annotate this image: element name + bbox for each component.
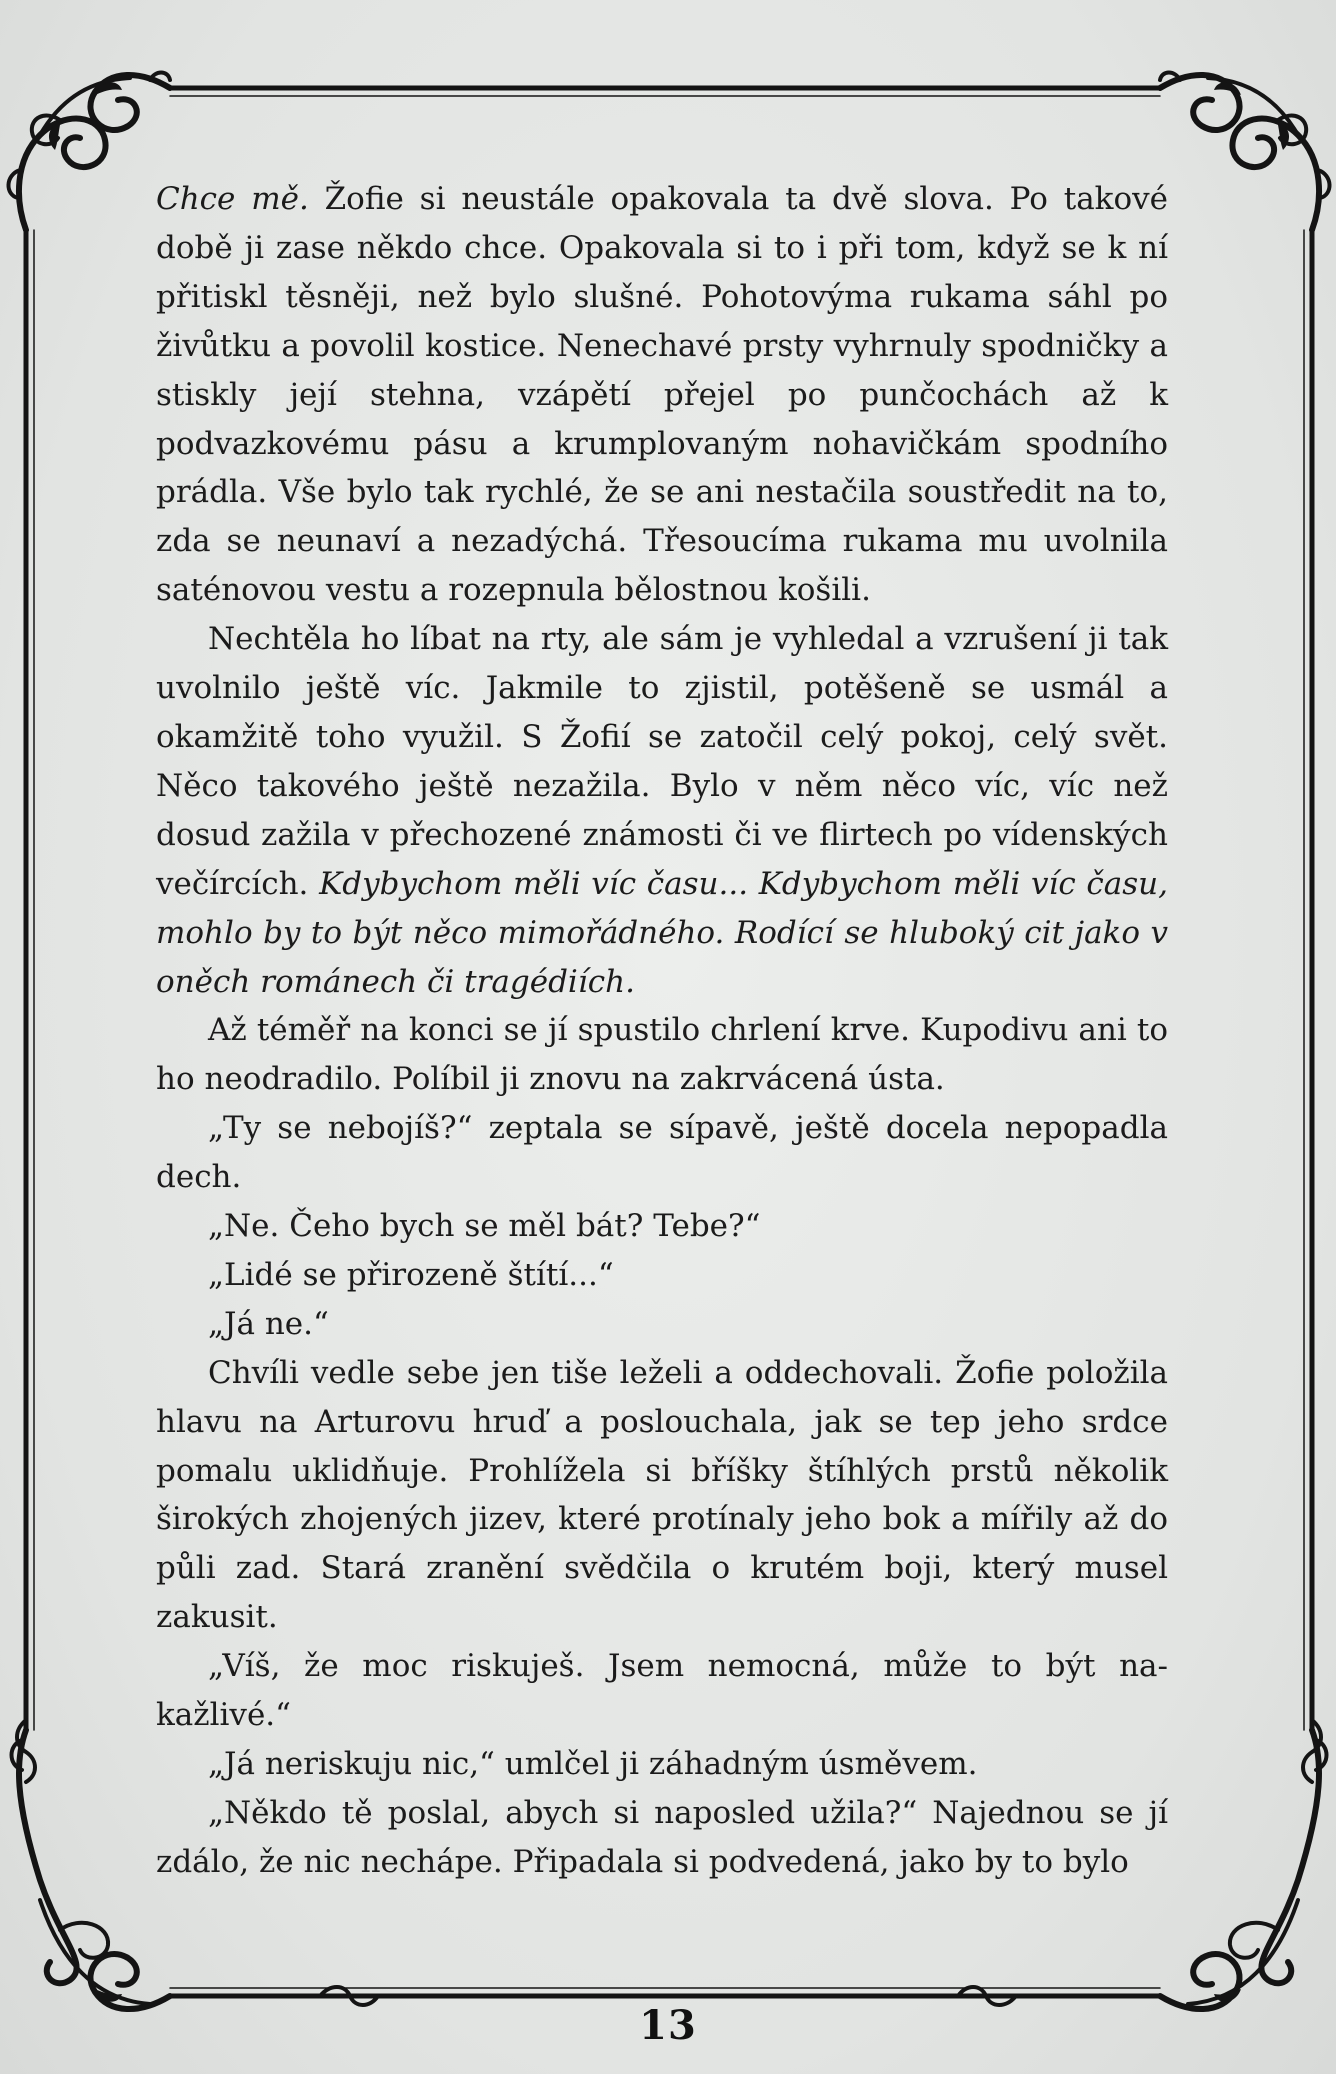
corner-flourish-top-left [8,73,170,231]
text-segment: „Někdo tě poslal, abych si naposled užila?“ Najednou se jí zdálo, že nic nechápe. Připadala si podvedená, jako by to bylo [156,1794,1168,1880]
paragraph [156,1642,1168,1740]
text-segment: Chvíli vedle sebe jen tiše leželi a oddechovali. Žofie položila hlavu na Arturovu hruď a poslouchala, jak se tep jeho srdce pomalu uklidňuje. Prohlížela si bříšky štíhlých prstů několik širokých zhojených jizev, které protínaly jeho bok a mířily až do půli zad. Stará zranění svědčila o krutém boji, který musel zakusit. [156,1354,1168,1636]
paragraph [156,175,1168,615]
paragraph [156,615,1168,1006]
text-segment: „Já ne.“ [208,1305,329,1342]
text-segment: „Ty se nebojíš?“ zeptala se sípavě, ještě docela nepopadla dech. [156,1110,1168,1196]
italic-text: Kdybychom měli víc času... Kdybychom měli víc času, mohlo by to být něco mimořádného. Rodící se hluboký cit jako v oněch románech či tragédiích. [156,865,1169,1000]
paragraph [156,1104,1168,1202]
text-segment: „Ne. Čeho bych se měl bát? Tebe?“ [208,1208,761,1245]
paragraph [156,1006,1168,1104]
paragraph [156,1251,1168,1300]
text-segment: Až téměř na konci se jí spustilo chrlení krve. Kupodivu ani to ho neodradilo. Políbil ji znovu na zakrvácená ústa. [156,1012,1168,1098]
text-segment: Žofie si neustále opakovala ta dvě slova. Po takové době ji zase někdo chce. Opakovala si to i při tom, když se k ní přitiskl těsněji, než bylo slušné. Pohotovýma rukama sáhl po živůtku a povolil kostice. Nenechavé prsty vyhrnuly spodničky a stiskly její stehna, vzápětí přejel po punčochách až k podvazkovému pásu a krumplovaným nohavičkám spodního prádla. Vše bylo tak rychlé, že se ani nestačila soustředit na to, zda se neunaví a nezadýchá. Třesoucíma rukama mu uvolnila saténovou vestu a rozepnula bělostnou košili. [156,181,1168,609]
paragraph [156,1789,1168,1887]
text-segment: „Lidé se přirozeně štítí...“ [208,1256,614,1293]
paragraph [156,1202,1168,1251]
text-segment: Nechtěla ho líbat na rty, ale sám je vyhledal a vzrušení ji tak uvolnilo ještě víc. Jakmile to zjistil, potěšeně se usmál a okamžitě toho využil. S Žofií se zatočil celý pokoj, celý svět. Něco takového ještě nezažila. Bylo v něm něco víc, víc než dosud zažila v přechozené známosti či ve flirtech po vídenských večírcích. [156,621,1168,902]
text-segment: „Já neriskuju nic,“ umlčel ji záhadným úsměvem. [208,1746,978,1782]
text-segment: „Víš, že moc riskuješ. Jsem nemocná, může to být nakažlivé.“ [156,1648,1168,1734]
corner-flourish-top-right [1160,73,1330,231]
paragraph [156,1300,1168,1349]
body-text [156,175,1168,1887]
paragraph [156,1740,1168,1789]
paragraph [156,1349,1168,1642]
page-number: 13 [639,2002,697,2049]
italic-text: Chce mě. [156,181,309,217]
